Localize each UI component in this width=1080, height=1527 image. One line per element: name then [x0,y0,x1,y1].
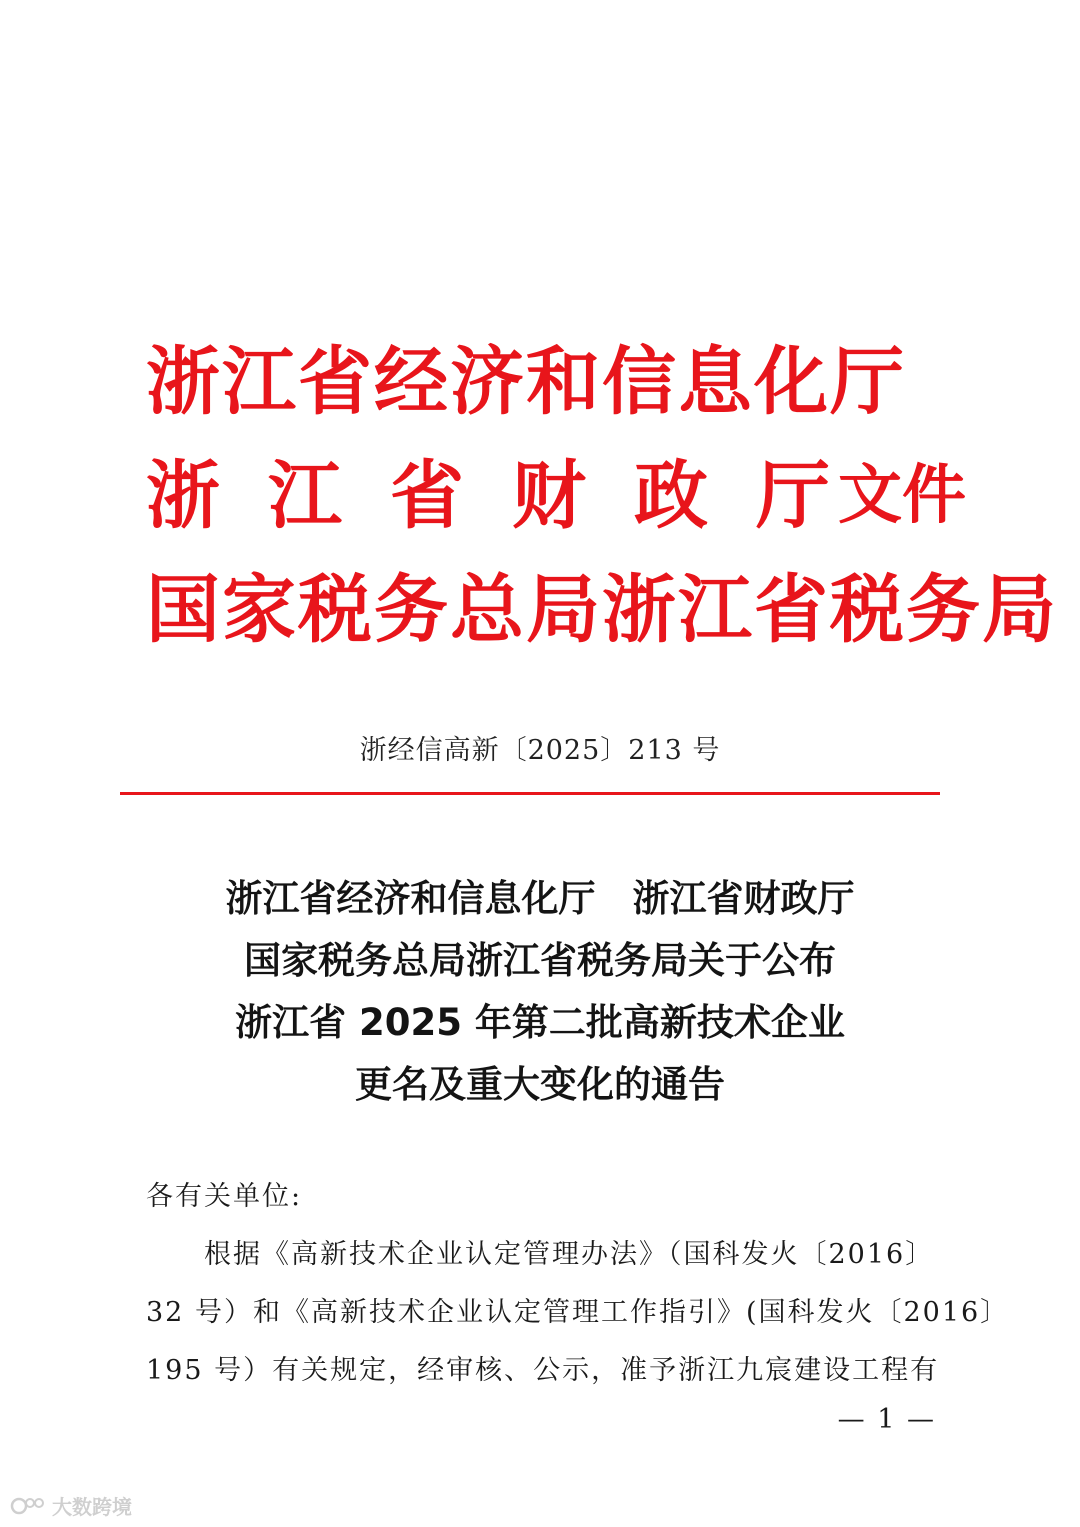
page-number: — 1 — [837,1404,936,1435]
paragraph-line-1: 根据《高新技术企业认定管理办法》（国科发火〔2016〕 [204,1239,935,1270]
title-line-1: 浙江省经济和信息化厅 浙江省财政厅 [225,877,855,920]
paragraph-line-3: 195 号）有关规定，经审核、公示，准予浙江九宸建设工程有 [146,1355,940,1386]
logo-icon [10,1494,46,1518]
title-line-4: 更名及重大变化的通告 [355,1063,725,1106]
issuer-line-1: 浙江省经济和信息化厅 [146,339,906,425]
issuer-line-2-char: 政 [634,453,710,539]
issuer-line-2-char: 江 [268,453,344,539]
red-divider [120,792,940,795]
document-body [146,1168,1010,1400]
salutation: 各有关单位: [146,1181,303,1212]
title-line-2: 国家税务总局浙江省税务局关于公布 [244,939,836,982]
watermark [10,1491,132,1520]
document-suffix: 文件 [838,459,966,533]
document-number: 浙经信高新〔2025〕213 号 [359,735,721,766]
title-line-3: 浙江省 2025 年第二批高新技术企业 [235,1001,845,1044]
issuer-header [146,325,1058,667]
document-title [0,868,1080,1116]
issuer-line-3: 国家税务总局浙江省税务局 [146,567,1058,653]
issuer-line-2-char: 浙 [146,453,222,539]
watermark-text: 大数跨境 [52,1495,132,1519]
issuer-line-2 [146,439,966,553]
issuer-line-2-char: 厅 [756,453,832,539]
paragraph-line-2: 32 号）和《高新技术企业认定管理工作指引》(国科发火〔2016〕 [146,1297,1010,1328]
issuer-line-2-char: 省 [390,453,466,539]
issuer-line-2-char: 财 [512,453,588,539]
